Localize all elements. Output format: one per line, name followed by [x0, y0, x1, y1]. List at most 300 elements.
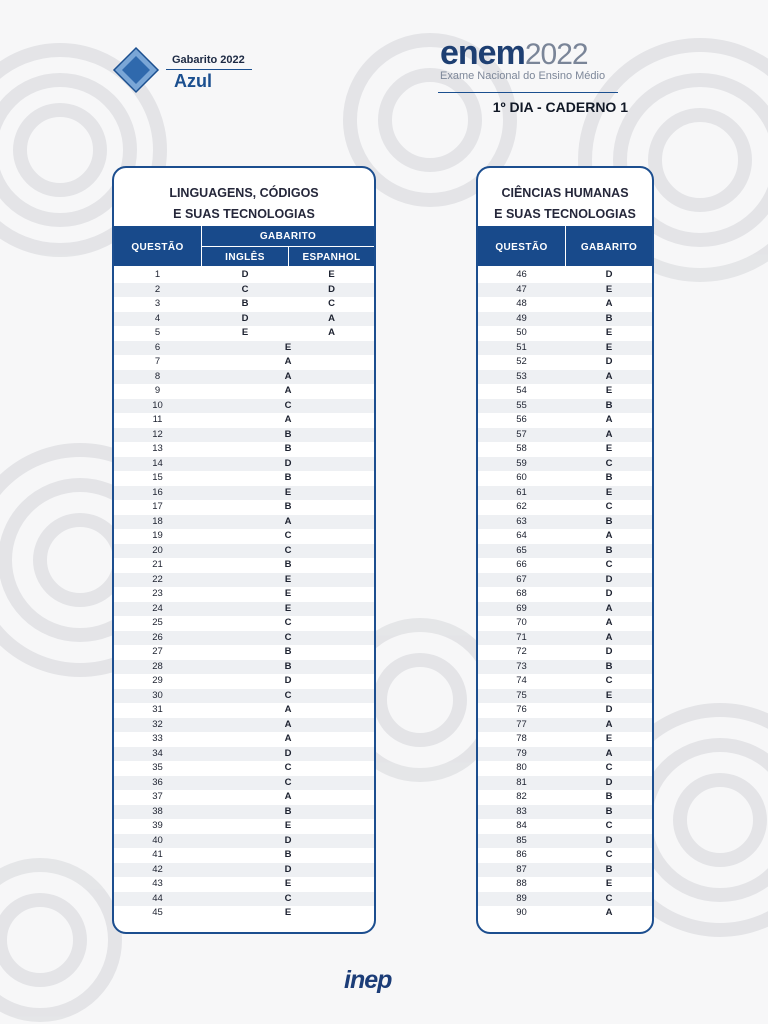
- question-number: 80: [516, 762, 527, 773]
- question-number: 29: [152, 675, 163, 686]
- answer-espanhol: E: [328, 269, 335, 280]
- answer-letter: C: [284, 762, 292, 773]
- table-row: [478, 834, 652, 849]
- answer-letter: A: [284, 414, 292, 425]
- table-row: [114, 341, 374, 356]
- enem-year: 2022: [524, 38, 588, 71]
- answer-espanhol: A: [328, 327, 335, 338]
- table-row: [114, 732, 374, 747]
- gabarito-rule: [166, 69, 252, 70]
- question-number: 9: [154, 385, 161, 396]
- answer-letter: E: [284, 341, 292, 353]
- table-row: [114, 587, 374, 602]
- table-row: [114, 529, 374, 544]
- question-number: 10: [152, 399, 163, 411]
- answer-ingles: B: [241, 298, 249, 309]
- question-number: 69: [516, 602, 527, 614]
- question-number: 55: [516, 399, 527, 411]
- header-gabarito: GABARITO: [580, 241, 638, 253]
- answer-letter: D: [605, 588, 613, 599]
- table-row: [114, 297, 374, 312]
- enem-logo: [438, 34, 628, 116]
- answer-letter: E: [605, 878, 613, 889]
- table-row: [114, 790, 374, 805]
- question-number: 50: [516, 327, 527, 338]
- answer-letter: E: [605, 385, 613, 396]
- answer-letter: E: [284, 907, 292, 918]
- answer-letter: D: [605, 269, 613, 280]
- question-number: 90: [516, 907, 527, 918]
- question-number: 21: [152, 559, 163, 570]
- question-number: 58: [516, 443, 527, 454]
- answer-letter: D: [284, 747, 292, 759]
- card-title-line1: CIÊNCIAS HUMANAS: [501, 186, 629, 200]
- table-row: [114, 399, 374, 414]
- card-title: [478, 168, 652, 226]
- answer-letter: A: [284, 704, 292, 715]
- table-row: [478, 892, 652, 907]
- question-number: 8: [154, 370, 161, 382]
- header-questao: QUESTÃO: [131, 241, 184, 253]
- table-header: [478, 226, 652, 268]
- table-row: [114, 428, 374, 443]
- question-number: 42: [152, 863, 163, 875]
- answer-letter: A: [284, 718, 292, 730]
- answer-letter: D: [284, 863, 292, 875]
- table-row: [114, 602, 374, 617]
- question-number: 56: [516, 414, 527, 425]
- table-row: [478, 790, 652, 805]
- table-row: [114, 515, 374, 530]
- answer-letter: B: [284, 559, 292, 570]
- card-title-line1: LINGUAGENS, CÓDIGOS: [169, 186, 319, 200]
- answer-letter: B: [605, 805, 613, 817]
- question-number: 45: [152, 907, 163, 918]
- table-row: [114, 471, 374, 486]
- answer-ingles: D: [241, 269, 249, 280]
- table-row: [114, 558, 374, 573]
- question-number: 33: [152, 733, 163, 744]
- table-row: [114, 486, 374, 501]
- enem-wordmark: [440, 34, 588, 73]
- question-number: 78: [516, 733, 527, 744]
- table-row: [114, 268, 374, 283]
- answer-letter: C: [605, 892, 613, 904]
- answer-ingles: E: [241, 327, 249, 338]
- answer-letter: A: [284, 791, 292, 802]
- table-row: [114, 645, 374, 660]
- question-number: 19: [152, 530, 163, 541]
- answer-letter: A: [605, 414, 613, 425]
- answer-letter: C: [605, 559, 613, 570]
- question-number: 4: [154, 312, 161, 324]
- table-row: [478, 544, 652, 559]
- question-number: 37: [152, 791, 163, 802]
- answer-letter: E: [605, 327, 613, 338]
- table-row: [478, 500, 652, 515]
- header-questao: QUESTÃO: [495, 241, 548, 253]
- answer-letter: A: [284, 385, 292, 396]
- answer-letter: A: [605, 428, 613, 440]
- card-linguagens: [112, 166, 376, 934]
- table-row: [114, 863, 374, 878]
- table-row: [114, 892, 374, 907]
- answer-espanhol: D: [328, 283, 335, 295]
- answer-letter: B: [605, 544, 613, 556]
- table-row: [114, 370, 374, 385]
- answer-letter: E: [605, 283, 613, 295]
- question-number: 43: [152, 878, 163, 889]
- question-number: 82: [516, 791, 527, 802]
- table-row: [478, 529, 652, 544]
- table-row: [114, 718, 374, 733]
- answer-letter: A: [605, 370, 613, 382]
- table-row: [478, 805, 652, 820]
- question-number: 46: [516, 269, 527, 280]
- question-number: 32: [152, 718, 163, 730]
- answer-letter: A: [605, 631, 613, 643]
- answer-letter: E: [284, 820, 292, 831]
- question-number: 54: [516, 385, 527, 396]
- question-number: 88: [516, 878, 527, 889]
- enem-word: enem: [440, 34, 525, 72]
- question-number: 61: [516, 486, 527, 498]
- diamond-logo-icon: [112, 46, 160, 94]
- table-row: [478, 848, 652, 863]
- question-number: 38: [152, 805, 163, 817]
- question-number: 26: [152, 631, 163, 643]
- answer-letter: E: [284, 588, 292, 599]
- table-row: [478, 442, 652, 457]
- question-number: 76: [516, 704, 527, 715]
- question-number: 74: [516, 675, 527, 686]
- table-row: [114, 689, 374, 704]
- table-row: [478, 268, 652, 283]
- answer-letter: A: [605, 602, 613, 614]
- answer-letter: C: [605, 501, 613, 512]
- gabarito-color: Azul: [174, 71, 212, 91]
- table-row: [114, 703, 374, 718]
- question-number: 71: [516, 631, 527, 643]
- table-row: [478, 674, 652, 689]
- question-number: 15: [152, 472, 163, 483]
- question-number: 17: [152, 501, 163, 512]
- table-row: [478, 906, 652, 921]
- answer-letter: A: [284, 515, 292, 527]
- answer-letter: E: [605, 733, 613, 744]
- table-row: [478, 457, 652, 472]
- question-number: 30: [152, 689, 163, 701]
- answer-letter: E: [284, 878, 292, 889]
- answer-letter: C: [284, 617, 292, 628]
- answer-letter: C: [605, 849, 613, 860]
- answer-letter: A: [605, 617, 613, 628]
- answer-letter: B: [605, 472, 613, 483]
- question-number: 85: [516, 834, 527, 846]
- answer-letter: B: [284, 660, 292, 672]
- question-number: 57: [516, 428, 527, 440]
- table-row: [114, 631, 374, 646]
- question-number: 48: [516, 298, 527, 309]
- question-number: 3: [154, 298, 161, 309]
- enem-subtitle: Exame Nacional do Ensino Médio: [440, 70, 606, 82]
- table-row: [478, 515, 652, 530]
- answer-letter: E: [284, 602, 292, 614]
- answer-letter: B: [284, 472, 292, 483]
- answer-letter: C: [605, 820, 613, 831]
- table-header: [114, 226, 374, 268]
- card-title-line2: E SUAS TECNOLOGIAS: [173, 207, 315, 221]
- answer-letter: A: [605, 907, 613, 918]
- question-number: 72: [516, 646, 527, 657]
- answer-letter: A: [605, 530, 613, 541]
- question-number: 28: [152, 660, 163, 672]
- dia-caderno: 1º DIA - CADERNO 1: [492, 99, 628, 115]
- answer-letter: D: [605, 704, 613, 715]
- table-row: [478, 631, 652, 646]
- answer-letter: B: [284, 501, 292, 512]
- table-row: [478, 326, 652, 341]
- answer-letter: C: [605, 457, 613, 469]
- answer-letter: D: [284, 457, 292, 469]
- answer-espanhol: C: [328, 298, 335, 309]
- answer-letter: C: [605, 675, 613, 686]
- table-row: [114, 877, 374, 892]
- answer-letter: E: [605, 689, 613, 701]
- question-number: 18: [152, 515, 163, 527]
- question-number: 77: [516, 718, 527, 730]
- gabarito-badge: [112, 44, 262, 96]
- table-row: [114, 384, 374, 399]
- card-title: [114, 168, 374, 226]
- question-number: 23: [152, 588, 163, 599]
- table-row: [114, 500, 374, 515]
- question-number: 64: [516, 530, 527, 541]
- table-row: [478, 471, 652, 486]
- table-row: [478, 645, 652, 660]
- table-row: [114, 834, 374, 849]
- table-row: [478, 877, 652, 892]
- table-row: [114, 761, 374, 776]
- table-row: [114, 442, 374, 457]
- question-number: 73: [516, 660, 527, 672]
- answer-letter: A: [284, 733, 292, 744]
- table-row: [114, 776, 374, 791]
- question-number: 40: [152, 834, 163, 846]
- question-number: 34: [152, 747, 163, 759]
- answer-letter: C: [605, 762, 613, 773]
- table-row: [478, 355, 652, 370]
- table-row: [114, 283, 374, 298]
- table-row: [114, 660, 374, 675]
- table-row: [478, 718, 652, 733]
- question-number: 6: [154, 341, 161, 353]
- answer-letter: E: [605, 486, 613, 498]
- question-number: 63: [516, 515, 527, 527]
- answer-letter: D: [284, 834, 292, 846]
- answer-letter: C: [284, 399, 292, 411]
- table-row: [478, 732, 652, 747]
- answer-letter: D: [605, 646, 613, 657]
- answer-letter: E: [284, 573, 292, 585]
- answer-letter: A: [284, 370, 292, 382]
- table-row: [114, 805, 374, 820]
- question-number: 66: [516, 559, 527, 570]
- question-number: 13: [152, 443, 163, 454]
- question-number: 65: [516, 544, 527, 556]
- answer-letter: B: [605, 791, 613, 802]
- table-row: [114, 848, 374, 863]
- answer-letter: D: [284, 675, 292, 686]
- answer-espanhol: A: [328, 312, 335, 324]
- card-title-line2: E SUAS TECNOLOGIAS: [494, 207, 636, 221]
- question-number: 86: [516, 849, 527, 860]
- header-espanhol: ESPANHOL: [302, 252, 361, 263]
- question-number: 1: [154, 269, 161, 280]
- table-row: [114, 573, 374, 588]
- answer-letter: B: [605, 399, 613, 411]
- table-row: [478, 384, 652, 399]
- table-row: [114, 457, 374, 472]
- table-row: [114, 819, 374, 834]
- question-number: 11: [152, 414, 163, 425]
- table-row: [478, 616, 652, 631]
- table-row: [114, 906, 374, 921]
- question-number: 51: [516, 341, 527, 353]
- table-row: [114, 616, 374, 631]
- answer-letter: A: [605, 747, 613, 759]
- question-number: 24: [152, 602, 163, 614]
- answer-letter: B: [284, 646, 292, 657]
- table-row: [478, 761, 652, 776]
- answer-letter: A: [605, 298, 613, 309]
- table-row: [478, 747, 652, 762]
- question-number: 59: [516, 457, 527, 469]
- table-row: [478, 573, 652, 588]
- question-number: 52: [516, 356, 527, 367]
- question-number: 36: [152, 776, 163, 788]
- question-number: 70: [516, 617, 527, 628]
- table-row: [114, 674, 374, 689]
- gabarito-title: Gabarito 2022: [172, 54, 245, 66]
- question-number: 5: [154, 327, 161, 338]
- question-number: 87: [516, 863, 527, 875]
- table-row: [478, 341, 652, 356]
- table-row: [478, 312, 652, 327]
- table-row: [478, 819, 652, 834]
- table-row: [114, 312, 374, 327]
- answer-letter: B: [605, 312, 613, 324]
- question-number: 2: [154, 283, 161, 295]
- question-number: 25: [152, 617, 163, 628]
- question-number: 81: [516, 776, 527, 788]
- table-row: [114, 747, 374, 762]
- question-number: 41: [152, 849, 163, 860]
- table-row: [478, 283, 652, 298]
- question-number: 7: [154, 356, 161, 367]
- answer-ingles: D: [241, 312, 249, 324]
- table-row: [478, 413, 652, 428]
- answer-letter: B: [605, 863, 613, 875]
- table-row: [478, 370, 652, 385]
- question-number: 84: [516, 820, 527, 831]
- question-number: 12: [152, 428, 163, 440]
- header-ingles: INGLÊS: [225, 252, 265, 263]
- answer-letter: E: [605, 443, 613, 454]
- table-row: [478, 776, 652, 791]
- answer-letter: B: [284, 849, 292, 860]
- question-number: 79: [516, 747, 527, 759]
- answer-letter: C: [284, 892, 292, 904]
- table-row: [478, 703, 652, 718]
- question-number: 31: [152, 704, 163, 715]
- answer-letter: B: [605, 660, 613, 672]
- table-row: [478, 863, 652, 878]
- answer-letter: D: [605, 573, 613, 585]
- table-row: [478, 689, 652, 704]
- answer-letter: B: [284, 805, 292, 817]
- answer-letter: A: [284, 356, 292, 367]
- answer-letter: E: [605, 341, 613, 353]
- answer-letter: D: [605, 776, 613, 788]
- answer-letter: C: [284, 776, 292, 788]
- question-number: 20: [152, 544, 163, 556]
- answer-letter: B: [284, 443, 292, 454]
- question-number: 27: [152, 646, 163, 657]
- table-row: [114, 326, 374, 341]
- question-number: 67: [516, 573, 527, 585]
- inep-logo: inep: [344, 966, 392, 994]
- question-number: 47: [516, 283, 527, 295]
- header-gabarito: GABARITO: [259, 230, 317, 242]
- question-number: 22: [152, 573, 163, 585]
- question-number: 75: [516, 689, 527, 701]
- table-row: [114, 355, 374, 370]
- question-number: 83: [516, 805, 527, 817]
- answer-letter: B: [284, 428, 292, 440]
- table-row: [478, 399, 652, 414]
- table-row: [114, 544, 374, 559]
- question-number: 89: [516, 892, 527, 904]
- table-row: [478, 558, 652, 573]
- card-ciencias-humanas: [476, 166, 654, 934]
- answer-letter: C: [284, 544, 292, 556]
- question-number: 68: [516, 588, 527, 599]
- table-row: [478, 486, 652, 501]
- table-row: [478, 297, 652, 312]
- answer-letter: C: [284, 689, 292, 701]
- table-row: [478, 428, 652, 443]
- answer-letter: B: [605, 515, 613, 527]
- question-number: 49: [516, 312, 527, 324]
- answer-letter: C: [284, 631, 292, 643]
- answer-letter: E: [284, 486, 292, 498]
- table-row: [114, 413, 374, 428]
- answer-rows: [478, 268, 652, 921]
- table-row: [478, 602, 652, 617]
- answer-letter: A: [605, 718, 613, 730]
- question-number: 62: [516, 501, 527, 512]
- answer-letter: D: [605, 834, 613, 846]
- table-row: [478, 660, 652, 675]
- question-number: 14: [152, 457, 163, 469]
- answer-ingles: C: [241, 283, 249, 295]
- answer-letter: C: [284, 530, 292, 541]
- table-row: [478, 587, 652, 602]
- question-number: 44: [152, 892, 163, 904]
- question-number: 53: [516, 370, 527, 382]
- question-number: 35: [152, 762, 163, 773]
